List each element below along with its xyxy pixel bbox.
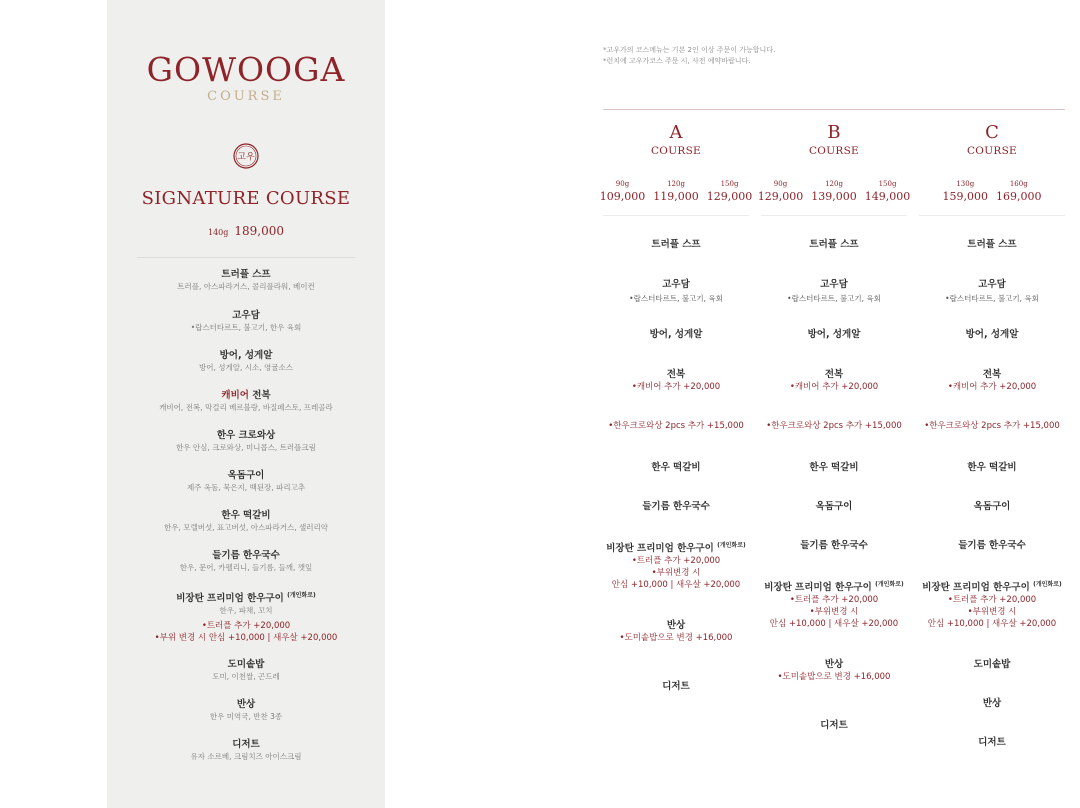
divider (603, 215, 749, 216)
course-menu-item (759, 461, 909, 474)
menu-item-name (917, 328, 1067, 341)
menu-item-description: 방어, 성게알, 시소, 영귤소스 (199, 363, 293, 372)
course-menu-item (917, 328, 1067, 341)
course-menu-item (601, 368, 751, 393)
menu-item-name (601, 619, 751, 632)
course-menu-item (759, 328, 909, 341)
menu-item-name-text: 반상 (824, 659, 844, 670)
menu-item-addon: •캐비어 추가 +20,000 (947, 382, 1037, 392)
signature-menu-item (107, 389, 385, 414)
menu-item-name (601, 461, 751, 474)
menu-item-name (917, 539, 1067, 552)
menu-item-name (759, 539, 909, 552)
menu-item-name (601, 680, 751, 693)
signature-course-title: SIGNATURE COURSE (141, 188, 351, 209)
menu-item-name-text: 옥돔구이 (227, 470, 265, 481)
menu-item-name (107, 429, 385, 442)
price-option (758, 180, 804, 205)
menu-item-name-text: 트러플 스프 (651, 239, 701, 250)
price-option (811, 180, 857, 205)
course-menu-item (917, 500, 1067, 513)
menu-item-addon: •한우크로와상 2pcs 추가 +15,000 (608, 421, 744, 431)
course-menu-item (917, 238, 1067, 251)
menu-item-description: 제주 옥돔, 묵은지, 백된장, 파리고추 (186, 483, 306, 492)
seal-logo-icon (233, 143, 259, 169)
menu-item-name-text: 반상 (666, 620, 686, 631)
menu-item-name (107, 549, 385, 562)
price-option (600, 180, 646, 205)
menu-item-name (917, 500, 1067, 513)
menu-item-addon: •부위변경 시 (967, 607, 1017, 618)
menu-item-note: (개인화로) (875, 581, 904, 588)
course-label: COURSE (650, 145, 702, 157)
course-menu-item (917, 539, 1067, 552)
divider (603, 109, 1065, 110)
menu-item-name (107, 738, 385, 751)
signature-menu-item (107, 349, 385, 374)
menu-item-description: 한우 미역국, 반찬 3종 (209, 712, 283, 721)
menu-item-name (759, 658, 909, 671)
menu-item-name (601, 368, 751, 381)
menu-item-name-text: 방어, 성게알 (649, 329, 703, 340)
course-price-row (759, 180, 909, 205)
course-menu-item (601, 238, 751, 251)
price-value: 169,000 (996, 190, 1042, 203)
signature-menu-item (107, 549, 385, 574)
menu-item-name (107, 509, 385, 522)
signature-menu-item (107, 309, 385, 334)
menu-item-name-text: 비장탄 프리미엄 한우구이 (176, 593, 284, 605)
course-menu-item (759, 238, 909, 251)
brand-subtitle: COURSE (207, 89, 285, 104)
menu-item-name (917, 461, 1067, 474)
menu-item-name-text: 반상 (236, 699, 256, 710)
menu-item-name (917, 578, 1067, 594)
price-option (943, 180, 989, 205)
menu-item-name-text: 한우 떡갈비 (809, 462, 859, 473)
course-menu-item (601, 278, 751, 305)
price-grams: 150g (878, 180, 897, 188)
course-menu-item (917, 461, 1067, 474)
signature-price-value: 189,000 (234, 224, 284, 238)
signature-price (107, 220, 385, 239)
menu-item-name (759, 238, 909, 251)
course-menu-item (917, 578, 1067, 630)
note-line: *런치에 고우가코스 주문 시, 사전 예약바랍니다. (603, 57, 751, 65)
course-price-row (601, 180, 751, 205)
menu-item-name-text: 비장탄 프리미엄 한우구이 (764, 582, 872, 594)
menu-item-name (107, 349, 385, 362)
menu-item-name-text: 도미솥밥 (227, 659, 265, 670)
menu-item-addon: •트러플 추가 +20,000 (947, 595, 1037, 606)
menu-item-name-text: 옥돔구이 (815, 501, 853, 512)
price-value: 129,000 (706, 190, 753, 203)
menu-item-addon: 안심 +10,000 | 새우살 +20,000 (769, 619, 899, 630)
menu-item-name (759, 578, 909, 594)
course-menu-item (759, 420, 909, 432)
price-value: 159,000 (942, 190, 988, 203)
menu-item-highlight: 캐비어 (221, 390, 249, 401)
menu-item-addon: •트러플 추가 +20,000 (201, 621, 291, 632)
menu-item-name (917, 278, 1067, 291)
menu-item-name-text: 전복 (666, 369, 686, 380)
menu-item-addon: •한우크로와상 2pcs 추가 +15,000 (766, 421, 902, 431)
menu-item-name-text: 트러플 스프 (809, 239, 859, 250)
menu-item-note: (개인화로) (1033, 581, 1062, 588)
menu-item-addon: 안심 +10,000 | 새우살 +20,000 (927, 619, 1057, 630)
course-menu-item (759, 500, 909, 513)
price-grams: 120g (667, 180, 685, 188)
menu-item-addon: •도미솥밥으로 변경 +16,000 (777, 672, 891, 682)
menu-item-addon: •부위변경 시 (809, 607, 859, 618)
menu-item-name-text: 고우담 (662, 279, 690, 290)
price-grams: 150g (720, 180, 739, 188)
course-menu-item (917, 736, 1067, 749)
course-menu-item (601, 619, 751, 644)
course-menu-item (759, 719, 909, 732)
signature-menu-item (107, 658, 385, 683)
price-option (996, 180, 1042, 205)
price-value: 129,000 (757, 190, 804, 203)
menu-item-note: (개인화로) (287, 592, 316, 599)
menu-item-name (917, 658, 1067, 671)
course-letter: C (985, 122, 999, 143)
menu-item-name-text: 비장탄 프리미엄 한우구이 (606, 543, 714, 555)
price-option (653, 180, 699, 205)
menu-item-description: 도미, 이천쌀, 곤드레 (212, 672, 280, 681)
divider (761, 215, 907, 216)
menu-item-addon: •트러플 추가 +20,000 (789, 595, 879, 606)
menu-item-description: 한우, 파채, 꼬치 (219, 606, 273, 616)
menu-item-name-text: 디저트 (662, 681, 690, 692)
menu-item-name (759, 368, 909, 381)
course-menu-item (759, 658, 909, 683)
menu-item-name-text: 도미솥밥 (973, 659, 1011, 670)
menu-item-name-text: 방어, 성게알 (965, 329, 1019, 340)
menu-item-description: 한우, 문어, 카펠리니, 들기름, 들깨, 깻잎 (179, 563, 313, 572)
course-menu-item (601, 539, 751, 591)
menu-item-name-text: 방어, 성게알 (219, 350, 273, 361)
price-value: 149,000 (864, 190, 911, 203)
menu-item-name-text: 옥돔구이 (973, 501, 1011, 512)
price-grams: 130g (956, 180, 975, 188)
note-line: *고우가의 코스메뉴는 기본 2인 이상 주문이 가능합니다. (603, 46, 776, 54)
menu-item-name-text: 고우담 (820, 279, 848, 290)
course-letter: A (669, 122, 683, 143)
price-option (865, 180, 911, 205)
menu-item-name-text: 들기름 한우국수 (642, 501, 710, 512)
menu-item-name (107, 469, 385, 482)
menu-item-name (107, 658, 385, 671)
menu-item-description: 한우, 모렐버섯, 표고버섯, 아스파라거스, 샐러리악 (164, 523, 328, 532)
signature-panel (107, 0, 385, 808)
menu-item-name-text: 방어, 성게알 (807, 329, 861, 340)
menu-item-name (601, 500, 751, 513)
order-notes (603, 45, 775, 67)
menu-item-name (107, 698, 385, 711)
course-menu-item (601, 328, 751, 341)
signature-menu-item (107, 429, 385, 454)
menu-item-name-text: 비장탄 프리미엄 한우구이 (922, 582, 1030, 594)
menu-item-name (601, 328, 751, 341)
course-menu-item (601, 680, 751, 693)
price-grams: 90g (615, 180, 630, 188)
brand-logo-text: GOWOOGA (146, 50, 346, 89)
price-grams: 160g (1009, 180, 1028, 188)
menu-item-name-text: 전복 (248, 390, 271, 401)
course-menu-item (917, 697, 1067, 710)
course-menu-item (917, 658, 1067, 671)
menu-item-note: (개인화로) (717, 542, 746, 549)
menu-item-name (759, 278, 909, 291)
menu-item-description: •랍스터타르트, 불고기, 육회 (629, 294, 723, 303)
menu-item-name-text: 고우담 (232, 310, 260, 321)
course-menu-item (917, 278, 1067, 305)
price-grams: 120g (825, 180, 843, 188)
menu-item-name (107, 309, 385, 322)
menu-item-name (601, 238, 751, 251)
menu-item-name-text: 전복 (824, 369, 844, 380)
course-menu-item (601, 461, 751, 474)
signature-menu-item (107, 268, 385, 293)
menu-item-description: •랍스터타르트, 불고기, 육회 (787, 294, 881, 303)
course-menu-item (759, 368, 909, 393)
price-option (707, 180, 753, 205)
menu-item-name-text: 트러플 스프 (221, 269, 271, 280)
menu-item-description: 트러플, 아스파라거스, 콜리플라워, 베이컨 (177, 282, 315, 291)
menu-item-name-text: 한우 떡갈비 (651, 462, 701, 473)
menu-item-name-text: 반상 (982, 698, 1002, 709)
menu-item-name (759, 328, 909, 341)
menu-item-name (759, 719, 909, 732)
price-value: 139,000 (811, 190, 857, 203)
price-value: 109,000 (599, 190, 646, 203)
menu-item-name-text: 디저트 (232, 739, 260, 750)
menu-item-addon: 안심 +10,000 | 새우살 +20,000 (611, 580, 741, 591)
menu-item-name-text: 고우담 (978, 279, 1006, 290)
menu-item-name (107, 389, 385, 402)
menu-item-name (917, 697, 1067, 710)
course-menu-item (917, 420, 1067, 432)
divider (137, 257, 355, 258)
price-grams: 90g (773, 180, 788, 188)
menu-item-description: •랍스터타르트, 불고기, 한우 육회 (190, 323, 302, 332)
course-price-row (917, 180, 1067, 205)
menu-item-addon: •한우크로와상 2pcs 추가 +15,000 (924, 421, 1060, 431)
menu-item-name-text: 들기름 한우국수 (800, 540, 868, 551)
menu-item-addon: •도미솥밥으로 변경 +16,000 (619, 633, 733, 643)
menu-item-name-text: 디저트 (820, 720, 848, 731)
course-menu-item (759, 539, 909, 552)
menu-item-addon: •트러플 추가 +20,000 (631, 556, 721, 567)
menu-item-name (601, 278, 751, 291)
menu-item-name-text: 트러플 스프 (967, 239, 1017, 250)
signature-menu-item (107, 509, 385, 534)
menu-item-name (107, 589, 385, 605)
signature-menu-item (107, 698, 385, 723)
signature-menu-item (107, 469, 385, 494)
signature-grams: 140g (207, 228, 229, 237)
course-label: COURSE (808, 145, 860, 157)
menu-item-addon: •캐비어 추가 +20,000 (631, 382, 721, 392)
menu-item-name-text: 한우 떡갈비 (221, 510, 271, 521)
signature-menu-item (107, 738, 385, 763)
svg-text:고우: 고우 (237, 152, 255, 163)
menu-item-name-text: 디저트 (978, 737, 1006, 748)
menu-item-addon: •캐비어 추가 +20,000 (789, 382, 879, 392)
menu-item-name (759, 461, 909, 474)
menu-item-description: 캐비어, 전복, 막걸리 베르블랑, 바질페스토, 프레골라 (159, 403, 333, 412)
menu-item-name-text: 한우 크로와상 (216, 430, 276, 441)
menu-item-name (917, 736, 1067, 749)
course-menu-item (917, 368, 1067, 393)
course-menu-item (759, 278, 909, 305)
menu-item-description: 한우 안심, 크로와상, 미니콥스, 트러플크림 (176, 443, 316, 452)
menu-item-addon: •부위변경 시 (651, 568, 701, 579)
menu-item-name (759, 500, 909, 513)
menu-item-description: 유자 소르베, 크림치즈 아이스크림 (190, 752, 302, 761)
menu-item-name (107, 268, 385, 281)
course-letter: B (827, 122, 841, 143)
menu-item-addon: •부위 변경 시 안심 +10,000 | 새우살 +20,000 (154, 633, 338, 644)
menu-item-name-text: 한우 떡갈비 (967, 462, 1017, 473)
menu-item-name-text: 전복 (982, 369, 1002, 380)
course-menu-item (601, 500, 751, 513)
signature-menu-item (107, 589, 385, 644)
course-menu-item (759, 578, 909, 630)
menu-item-description: •랍스터타르트, 불고기, 육회 (945, 294, 1039, 303)
menu-item-name-text: 들기름 한우국수 (212, 550, 280, 561)
menu-item-name (917, 368, 1067, 381)
divider (919, 215, 1065, 216)
price-value: 119,000 (653, 190, 699, 203)
course-menu-item (601, 420, 751, 432)
course-label: COURSE (966, 145, 1018, 157)
menu-item-name (917, 238, 1067, 251)
menu-item-name-text: 들기름 한우국수 (958, 540, 1026, 551)
menu-item-name (601, 539, 751, 555)
